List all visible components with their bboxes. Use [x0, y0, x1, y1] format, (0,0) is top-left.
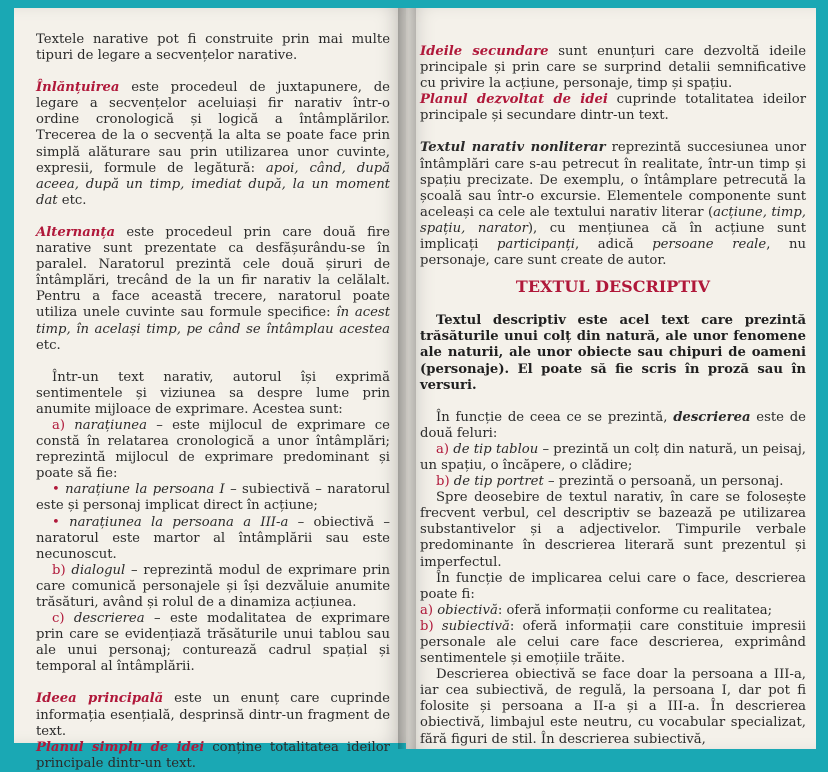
- marker-b: b): [52, 562, 66, 578]
- marker-b: b): [420, 618, 434, 634]
- alternanta-end: etc.: [36, 337, 61, 353]
- planul-dezvoltat-term: Planul dezvoltat de idei: [420, 92, 608, 108]
- inlantuirea-end: etc.: [57, 192, 87, 208]
- inlantuirea-paragraph: [36, 80, 390, 209]
- nonlit-italic1: acțiune, timp, spațiu, narator: [420, 204, 806, 236]
- bullet-persoana-1: [36, 482, 390, 514]
- ideile-secundare: [420, 44, 806, 92]
- alternanta-paragraph: [36, 225, 390, 354]
- tablou-text: – prezintă un colț din natură, un peisaj, un spațiu, o încăpere, o clădire;: [420, 441, 806, 473]
- marker-a: a): [420, 602, 434, 618]
- subiectiva-item: [420, 619, 806, 667]
- autor-paragraph: Într-un text narativ, autorul își exprimă sentimentele și viziunea sa despre lume prin anumite mijloace de exprimare. Acestea sunt:: [36, 369, 390, 417]
- functie-text2: este de două feluri:: [420, 409, 806, 441]
- intro-paragraph: Textele narative pot fi construite prin mai multe tipuri de legare a secvențelor narative.: [36, 32, 390, 64]
- tip-portret: [420, 474, 806, 490]
- nonlit-italic2: participanți: [496, 237, 576, 253]
- ideea-term: Ideea principală: [36, 691, 164, 707]
- descrierea-item: [36, 611, 390, 675]
- final-paragraph: Descrierea obiectivă se face doar la persoana a III-a, iar cea subiectivă, de regulă, la persoana I, dar pot fi folosite și persoana a II-a și a III-a. În descrierea obiectivă, limbajul este neutru, cu vocabular specializat, fără figuri de stil. În descrierea subiectivă,: [420, 667, 806, 747]
- bullet2-term: narațiunea la persoana a III-a: [69, 514, 289, 530]
- functie-text1: În funcție de ceea ce se prezintă,: [436, 409, 674, 425]
- ideea-text: este un enunț care cuprinde informația esențială, desprinsă dintr-un fragment de text.: [36, 691, 390, 739]
- subiectiva-text: : oferă informații care constituie impresii personale ale celui care face descrierea, exprimând sentimentele și emoțiile trăite.: [420, 618, 806, 667]
- obiectiva-term: obiectivă: [437, 602, 498, 618]
- dialogul-text: – reprezintă modul de exprimare prin care comunică personajele și își dezvăluie anumite trăsături, având și rolul de a dinamiza acțiunea.: [36, 562, 390, 610]
- implicare-paragraph: În funcție de implicarea celui care o face, descrierea poate fi:: [420, 570, 806, 602]
- descriptiv-definition: Textul descriptiv este acel text care prezintă trăsăturile unui colț din natură, ale unor fenomene ale naturii, ale unor obiecte sau chipuri de oameni (personaje). El poate să fie scris în proză sau în versuri.: [420, 313, 806, 393]
- planul-dezvoltat: [420, 92, 806, 124]
- dialogul-item: [36, 563, 390, 611]
- inlantuirea-text: este procedeul de juxtapunere, de legare a secvențelor aceluiași fir narativ într-o ordine cronologică și logică a întâmplărilor. Trecerea de la o secvență la alta se poate face prin simplă alăturare sau prin utilizarea unor cuvinte, expresii, formule de legătură:: [36, 80, 390, 176]
- alternanta-examples: în acest timp, în același timp, pe când se întâmplau acestea: [36, 305, 390, 337]
- nonlit-text4: , nu personaje, care sunt create de autor.: [420, 237, 806, 269]
- obiectiva-text: : oferă informații conforme cu realitatea;: [497, 602, 773, 618]
- tip-tablou: [420, 442, 806, 474]
- bullet-persoana-3: [36, 515, 390, 563]
- marker-a: a): [436, 441, 450, 457]
- spre-deosebire: Spre deosebire de textul narativ, în care se folosește frecvent verbul, cel descriptiv se bazează pe utilizarea substantivelor și a adjectivelor. Timpurile verbale predominante în descrierea literară sunt prezentul și imperfectul.: [420, 490, 806, 570]
- planul-simplu-term: Planul simplu de idei: [36, 739, 205, 755]
- planul-simplu: [36, 740, 390, 772]
- naratiunea-term: narațiunea: [74, 417, 147, 433]
- marker-b: b): [436, 474, 450, 490]
- left-page: [14, 8, 406, 771]
- subiectiva-term: subiectivă: [441, 618, 510, 634]
- descrierea-text: – este modalitatea de exprimare prin care se evidențiază trăsăturile unui tablou sau ale unui personaj; conturează cadrul spațial și temporal al întâmplării.: [36, 611, 390, 675]
- portret-text: – prezintă o persoană, un personaj.: [543, 474, 784, 490]
- marker-c: c): [52, 611, 65, 627]
- nonlit-text2: ), cu mențiunea că în acțiune sunt implicați: [420, 220, 806, 253]
- portret-term: de tip portret: [453, 474, 544, 490]
- ideea-principala: [36, 691, 390, 739]
- bullet-icon: •: [52, 482, 60, 498]
- obiectiva-item: [420, 603, 806, 619]
- dialogul-term: dialogul: [71, 562, 126, 578]
- inlantuirea-examples: apoi, când, după aceea, după un timp, imediat după, la un moment dat: [36, 160, 390, 208]
- functie-term: descrierea: [673, 409, 751, 425]
- planul-dezvoltat-text: cuprinde totalitatea ideilor principale și secundare dintr-un text.: [420, 92, 807, 124]
- functie-paragraph: [420, 410, 806, 442]
- ideile-secundare-text: sunt enunțuri care dezvoltă ideile principale și prin care se surprind detalii semnificative cu privire la acțiune, personaje, timp și spațiu.: [420, 44, 806, 92]
- alternanta-text: este procedeul prin care două fire narative sunt prezentate ca desfășurându-se în paralel. Naratorul prezintă cele două șiruri de întâmplări, trecând de la un fir narativ la celălalt. Pentru a face această trecere, naratorul poate utiliza unele cuvinte sau formule specifice:: [36, 224, 390, 321]
- textul-nonliterar: [420, 140, 806, 269]
- nonlit-text1: reprezintă succesiunea unor întâmplări care s-au petrecut în realitate, într-un timp și spațiu precizate. De exemplu, o întâmplare petrecută la școală sau într-o excursie. Elementele componente sunt aceleași ca cele ale textului narativ literar (: [420, 140, 806, 220]
- section-heading: TEXTUL DESCRIPTIV: [515, 277, 711, 297]
- naratiunea-text: – este mijlocul de exprimare ce constă în relatarea cronologică a unor întâmplări; reprezintă mijlocul de exprimare predominant și poate să fie:: [36, 417, 390, 482]
- marker-a: a): [52, 417, 66, 433]
- nonlit-text3: , adică: [575, 237, 653, 253]
- tablou-term: de tip tablou: [453, 441, 539, 457]
- bullet-icon: •: [52, 514, 60, 530]
- alternanta-term: Alternanța: [36, 224, 116, 240]
- bullet1-text: – subiectivă – naratorul este și personaj implicat direct în acțiune;: [36, 482, 391, 514]
- ideile-secundare-term: Ideile secundare: [420, 44, 549, 59]
- bullet2-text: – obiectivă – naratorul este martor al întâmplării sau este necunoscut.: [36, 514, 390, 562]
- descrierea-term: descrierea: [73, 611, 145, 627]
- planul-simplu-text: conține totalitatea ideilor principale dintr-un text.: [36, 739, 390, 771]
- right-page: [406, 8, 816, 749]
- naratiunea-item: [36, 418, 390, 482]
- textul-nonliterar-term: Textul narativ nonliterar: [420, 140, 606, 156]
- inlantuirea-term: Înlănțuirea: [36, 80, 120, 96]
- nonlit-italic3: persoane reale: [652, 237, 767, 253]
- bullet1-term: narațiune la persoana I: [65, 482, 225, 498]
